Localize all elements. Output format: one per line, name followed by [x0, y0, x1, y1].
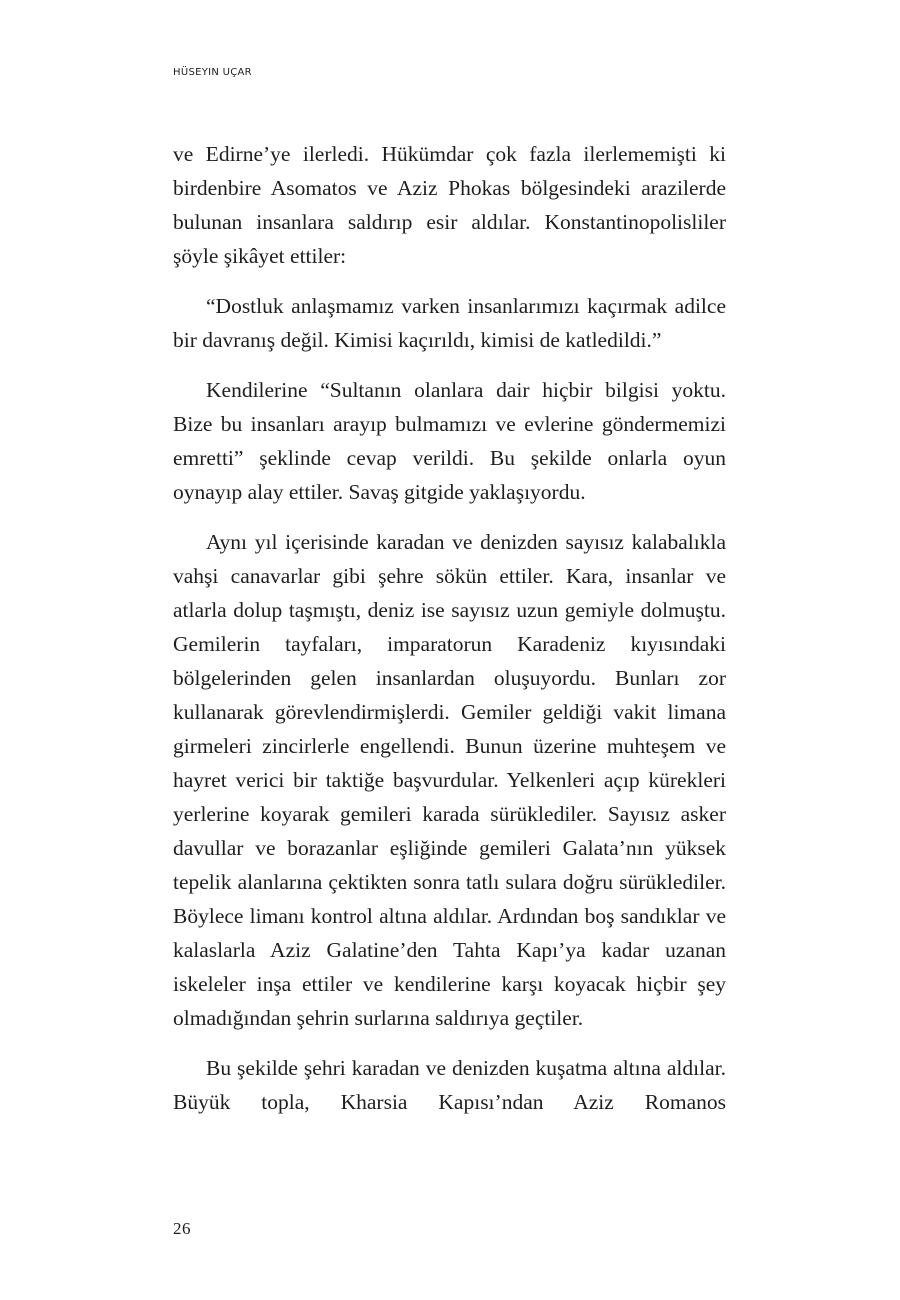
paragraph-4: Aynı yıl içerisinde karadan ve denizden sayısız kalabalıkla vahşi canavarlar gibi şehre sökün ettiler. Kara, insanlar ve atlarla dolup taşmıştı, deniz ise sayısız uzun gemiyle dolmuştu. Gemilerin tayfaları, imparatorun Karadeniz kıyısındaki bölgelerinden gelen insanlardan oluşuyordu. Bunları zor kullanarak görevlendirmişlerdi. Gemiler geldiği vakit limana girmeleri zincirlerle engellendi. Bunun üzerine muhteşem ve hayret verici bir taktiğe başvurdular. Yelkenleri açıp kürekleri yerlerine koyarak gemileri karada sürüklediler. Sayısız asker davullar ve borazanlar eşliğinde gemileri Galata’nın yüksek tepelik alanlarına çektikten sonra tatlı sulara doğru sürüklediler. Böylece limanı kontrol altına aldılar. Ardından boş sandıklar ve kalaslarla Aziz Galatine’den Tahta Kapı’ya kadar uzanan iskeleler inşa ettiler ve kendilerine karşı koyacak hiçbir şey olmadığından şehrin surlarına saldırıya geçtiler.: [173, 530, 726, 1030]
paragraph-5: Bu şekilde şehri karadan ve denizden kuşatma altına aldılar. Büyük topla, Kharsia Kapısı’ndan Aziz Romanos: [173, 1056, 726, 1114]
body-text: [173, 137, 726, 1119]
paragraph-1: ve Edirne’ye ilerledi. Hükümdar çok fazla ilerlememişti ki birdenbire Asomatos ve Aziz Phokas bölgesindeki arazilerde bulunan insanlara saldırıp esir aldılar. Konstantinopolisliler şöyle şikâyet ettiler:: [173, 142, 726, 268]
running-head-author: HÜSEYIN UÇAR: [173, 67, 252, 78]
page-number: 26: [173, 1219, 191, 1238]
paragraph-3: Kendilerine “Sultanın olanlara dair hiçbir bilgisi yoktu. Bize bu insanları arayıp bulmamızı ve evlerine göndermemizi emretti” şeklinde cevap verildi. Bu şekilde onlarla oyun oynayıp alay ettiler. Savaş gitgide yaklaşıyordu.: [173, 378, 726, 504]
paragraph-2-quote: “Dostluk anlaşmamız varken insanlarımızı kaçırmak adilce bir davranış değil. Kimisi kaçırıldı, kimisi de katledildi.”: [173, 294, 726, 352]
